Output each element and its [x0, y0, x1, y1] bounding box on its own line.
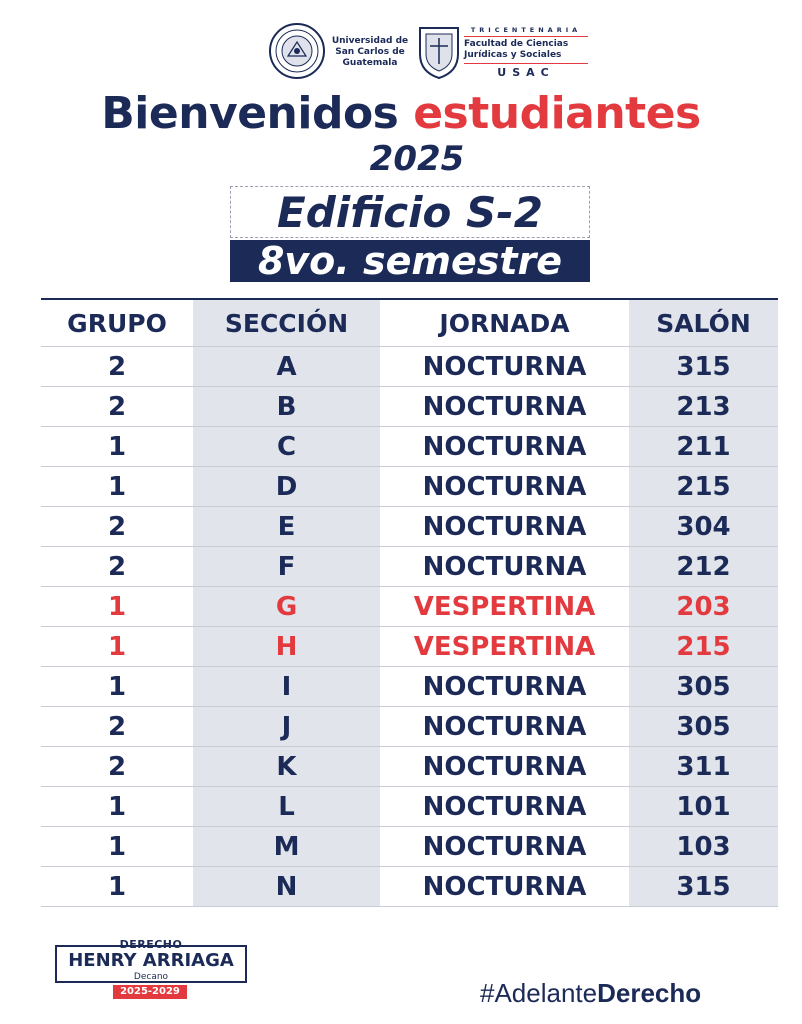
table-row	[41, 787, 778, 827]
table-row	[41, 427, 778, 467]
table-row	[41, 387, 778, 427]
seccion-cell: F	[193, 547, 380, 587]
seccion-cell: H	[193, 627, 380, 667]
year-label: 2025	[369, 139, 465, 179]
seccion-cell: B	[193, 387, 380, 427]
building-box	[230, 186, 590, 238]
schedule-body	[41, 347, 778, 907]
university-name-line: Guatemala	[342, 58, 398, 68]
seccion-cell: I	[193, 667, 380, 707]
seccion-cell: N	[193, 867, 380, 907]
dean-badge	[55, 938, 247, 997]
table-header-row	[41, 299, 778, 347]
seccion-cell: C	[193, 427, 380, 467]
jornada-cell: NOCTURNA	[380, 867, 629, 907]
hashtag-bold: Derecho	[597, 978, 702, 1008]
faculty-abbr: USAC	[497, 66, 555, 79]
salon-cell: 215	[629, 627, 778, 667]
jornada-cell: NOCTURNA	[380, 667, 629, 707]
seccion-cell: L	[193, 787, 380, 827]
table-row	[41, 547, 778, 587]
salon-cell: 211	[629, 427, 778, 467]
logo-bar	[0, 20, 802, 84]
table-row	[41, 827, 778, 867]
faculty-block	[464, 26, 588, 79]
students-word: estudiantes	[413, 88, 701, 139]
table-row	[41, 667, 778, 707]
salon-cell: 215	[629, 467, 778, 507]
table-row	[41, 627, 778, 667]
table-row	[41, 707, 778, 747]
table-row	[41, 587, 778, 627]
table-row	[41, 867, 778, 907]
table-row	[41, 347, 778, 387]
faculty-seal-icon	[416, 22, 462, 80]
salon-cell: 103	[629, 827, 778, 867]
column-header-seccion: SECCIÓN	[193, 299, 380, 347]
jornada-cell: NOCTURNA	[380, 347, 629, 387]
salon-cell: 101	[629, 787, 778, 827]
salon-cell: 213	[629, 387, 778, 427]
salon-cell: 203	[629, 587, 778, 627]
column-header-grupo: GRUPO	[41, 299, 193, 347]
badge-role: Decano	[133, 972, 169, 982]
faculty-name-line: Facultad de Ciencias	[464, 39, 569, 49]
jornada-cell: NOCTURNA	[380, 467, 629, 507]
badge-name: HENRY ARRIAGA	[68, 950, 234, 971]
grupo-cell: 1	[41, 867, 193, 907]
grupo-cell: 1	[41, 427, 193, 467]
faculty-name-line: Jurídicas y Sociales	[464, 50, 562, 60]
table-row	[41, 747, 778, 787]
salon-cell: 305	[629, 667, 778, 707]
usac-seal-icon	[268, 22, 326, 80]
table-row	[41, 507, 778, 547]
jornada-cell: NOCTURNA	[380, 707, 629, 747]
badge-years: 2025-2029	[113, 985, 187, 999]
salon-cell: 212	[629, 547, 778, 587]
hashtag-light: #Adelante	[480, 978, 598, 1008]
badge-top-label: DERECHO	[119, 938, 183, 951]
jornada-cell: NOCTURNA	[380, 507, 629, 547]
grupo-cell: 2	[41, 347, 193, 387]
schedule-table	[41, 298, 778, 907]
grupo-cell: 1	[41, 627, 193, 667]
seccion-cell: E	[193, 507, 380, 547]
grupo-cell: 1	[41, 467, 193, 507]
jornada-cell: NOCTURNA	[380, 427, 629, 467]
seccion-cell: M	[193, 827, 380, 867]
seccion-cell: J	[193, 707, 380, 747]
building-label: Edificio S-2	[277, 188, 543, 237]
seccion-cell: A	[193, 347, 380, 387]
grupo-cell: 2	[41, 507, 193, 547]
university-name	[330, 36, 410, 69]
welcome-word: Bienvenidos	[101, 88, 399, 139]
jornada-cell: VESPERTINA	[380, 627, 629, 667]
salon-cell: 315	[629, 867, 778, 907]
salon-cell: 304	[629, 507, 778, 547]
seccion-cell: K	[193, 747, 380, 787]
seccion-cell: D	[193, 467, 380, 507]
jornada-cell: NOCTURNA	[380, 747, 629, 787]
grupo-cell: 2	[41, 387, 193, 427]
grupo-cell: 1	[41, 787, 193, 827]
divider	[464, 63, 588, 64]
semester-banner: 8vo. semestre	[230, 240, 590, 282]
badge-box	[55, 945, 247, 983]
divider	[464, 36, 588, 37]
grupo-cell: 1	[41, 587, 193, 627]
salon-cell: 305	[629, 707, 778, 747]
welcome-heading	[0, 88, 802, 139]
grupo-cell: 2	[41, 547, 193, 587]
grupo-cell: 1	[41, 827, 193, 867]
hashtag	[480, 978, 701, 1009]
jornada-cell: NOCTURNA	[380, 387, 629, 427]
column-header-jornada: JORNADA	[380, 299, 629, 347]
column-header-salon: SALÓN	[629, 299, 778, 347]
jornada-cell: NOCTURNA	[380, 547, 629, 587]
jornada-cell: NOCTURNA	[380, 827, 629, 867]
grupo-cell: 2	[41, 747, 193, 787]
university-name-line: Universidad de	[331, 36, 409, 46]
grupo-cell: 1	[41, 667, 193, 707]
tricentenaria-label: TRICENTENARIA	[470, 26, 582, 34]
university-name-line: San Carlos de	[335, 47, 405, 57]
salon-cell: 315	[629, 347, 778, 387]
jornada-cell: NOCTURNA	[380, 787, 629, 827]
salon-cell: 311	[629, 747, 778, 787]
table-row	[41, 467, 778, 507]
grupo-cell: 2	[41, 707, 193, 747]
seccion-cell: G	[193, 587, 380, 627]
jornada-cell: VESPERTINA	[380, 587, 629, 627]
